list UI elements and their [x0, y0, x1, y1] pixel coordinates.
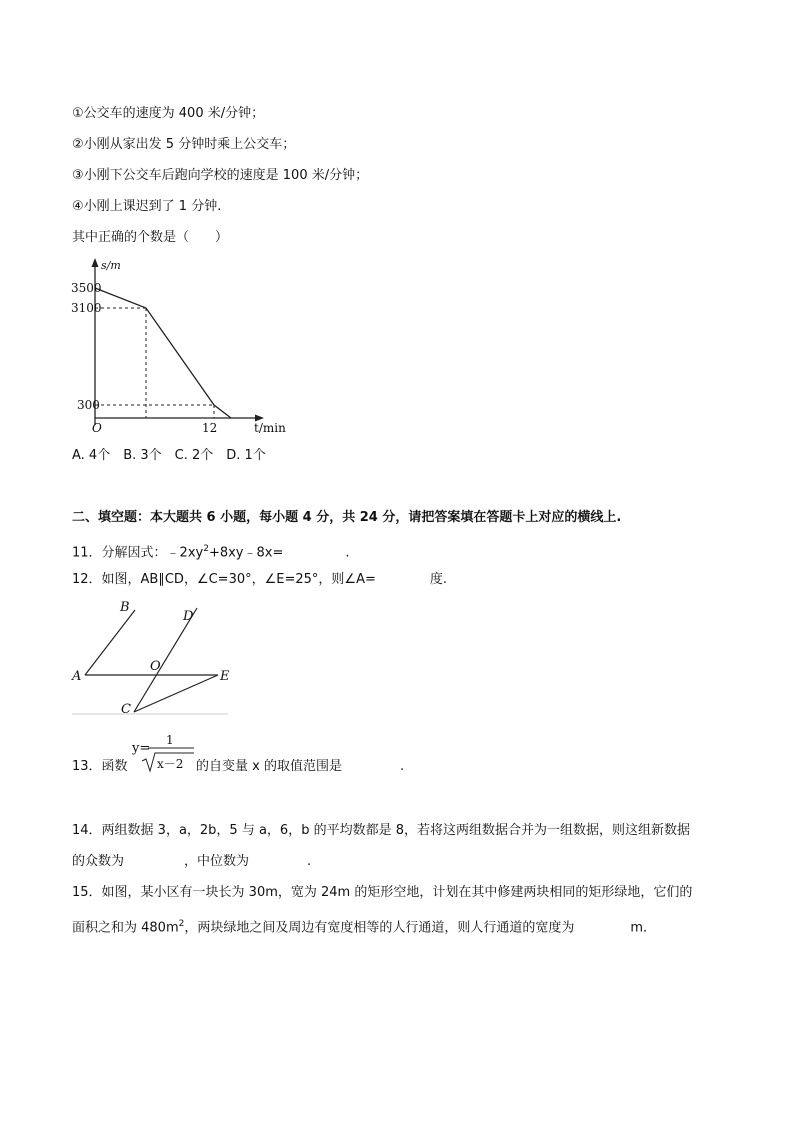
- label-O: O: [150, 659, 161, 674]
- function-formula: [132, 731, 196, 775]
- angle-figure: [68, 598, 233, 718]
- line-CE: [134, 675, 218, 712]
- question-13-prefix: 13．函数: [72, 759, 128, 774]
- y-axis-label: s/m: [101, 259, 121, 272]
- label-A: A: [72, 669, 82, 684]
- section-2-heading: 二、填空题：本大题共 6 小题，每小题 4 分，共 24 分，请把答案填在答题卡上对应的横线上.: [72, 510, 622, 525]
- y-tick-300: 300: [77, 398, 100, 412]
- distance-time-graph: [68, 255, 293, 440]
- statement-4: ④小刚上课迟到了 1 分钟.: [72, 199, 222, 214]
- q12-end: 度.: [429, 572, 447, 587]
- formula-numerator: 1: [166, 733, 174, 747]
- q14-end: .: [307, 854, 312, 869]
- question-12: [72, 571, 447, 589]
- question-10-prompt: 其中正确的个数是（ ）: [72, 230, 229, 245]
- statement-3: ③小刚下公交车后跑向学校的速度是 100 米/分钟；: [72, 168, 369, 183]
- question-15-line-1: 15．如图，某小区有一块长为 30m，宽为 24m 的矩形空地，计划在其中修建两块相同的矩形绿地，它们的: [72, 885, 693, 900]
- q11-end: .: [345, 545, 350, 561]
- question-13: [196, 758, 404, 776]
- q14-median-label: ，中位数为: [184, 854, 250, 869]
- x-tick-12: 12: [202, 421, 218, 435]
- label-E: E: [220, 669, 230, 684]
- q13-suffix: 的自变量 x 的取值范围是: [196, 759, 342, 774]
- q11-exponent: 2: [203, 544, 209, 554]
- q13-end: .: [399, 759, 405, 774]
- formula-radicand: x－2: [157, 757, 184, 771]
- y-axis-arrow: [92, 258, 99, 267]
- q15-end: m.: [630, 920, 648, 936]
- y-tick-3500: 3500: [71, 281, 102, 295]
- question-10-options: A. 4个 B. 3个 C. 2个 D. 1个: [72, 448, 266, 463]
- question-15-line-2: [72, 915, 647, 937]
- question-11: [72, 540, 350, 562]
- x-axis-label: t/min: [254, 421, 286, 435]
- q11-suffix: +8xy﹣8x=: [208, 545, 284, 561]
- label-D: D: [183, 609, 194, 624]
- q12-prefix: 12．如图，AB∥CD，∠C=30°，∠E=25°，则∠A=: [72, 572, 376, 587]
- origin-label: O: [92, 421, 102, 435]
- y-tick-3100: 3100: [71, 301, 102, 315]
- question-14-line-1: 14．两组数据 3，a，2b，5 与 a，6，b 的平均数都是 8，若将这两组数据合并为一组数据，则这组新数据: [72, 823, 690, 838]
- question-14-line-2: [72, 853, 311, 871]
- statement-1: ①公交车的速度为 400 米/分钟；: [72, 106, 265, 121]
- q15-exponent: 2: [178, 919, 185, 929]
- formula-y: y=: [132, 741, 151, 756]
- statement-2: ②小刚从家出发 5 分钟时乘上公交车；: [72, 137, 296, 152]
- label-B: B: [120, 600, 130, 615]
- q11-prefix: 11．分解因式：﹣2xy: [72, 545, 204, 561]
- q15-area-text: 面积之和为 480m: [72, 920, 179, 936]
- label-C: C: [121, 702, 131, 717]
- line-AB: [85, 610, 135, 675]
- q14-mode-label: 的众数为: [72, 854, 125, 869]
- q15-rest: ，两块绿地之间及周边有宽度相等的人行通道，则人行通道的宽度为: [184, 920, 575, 936]
